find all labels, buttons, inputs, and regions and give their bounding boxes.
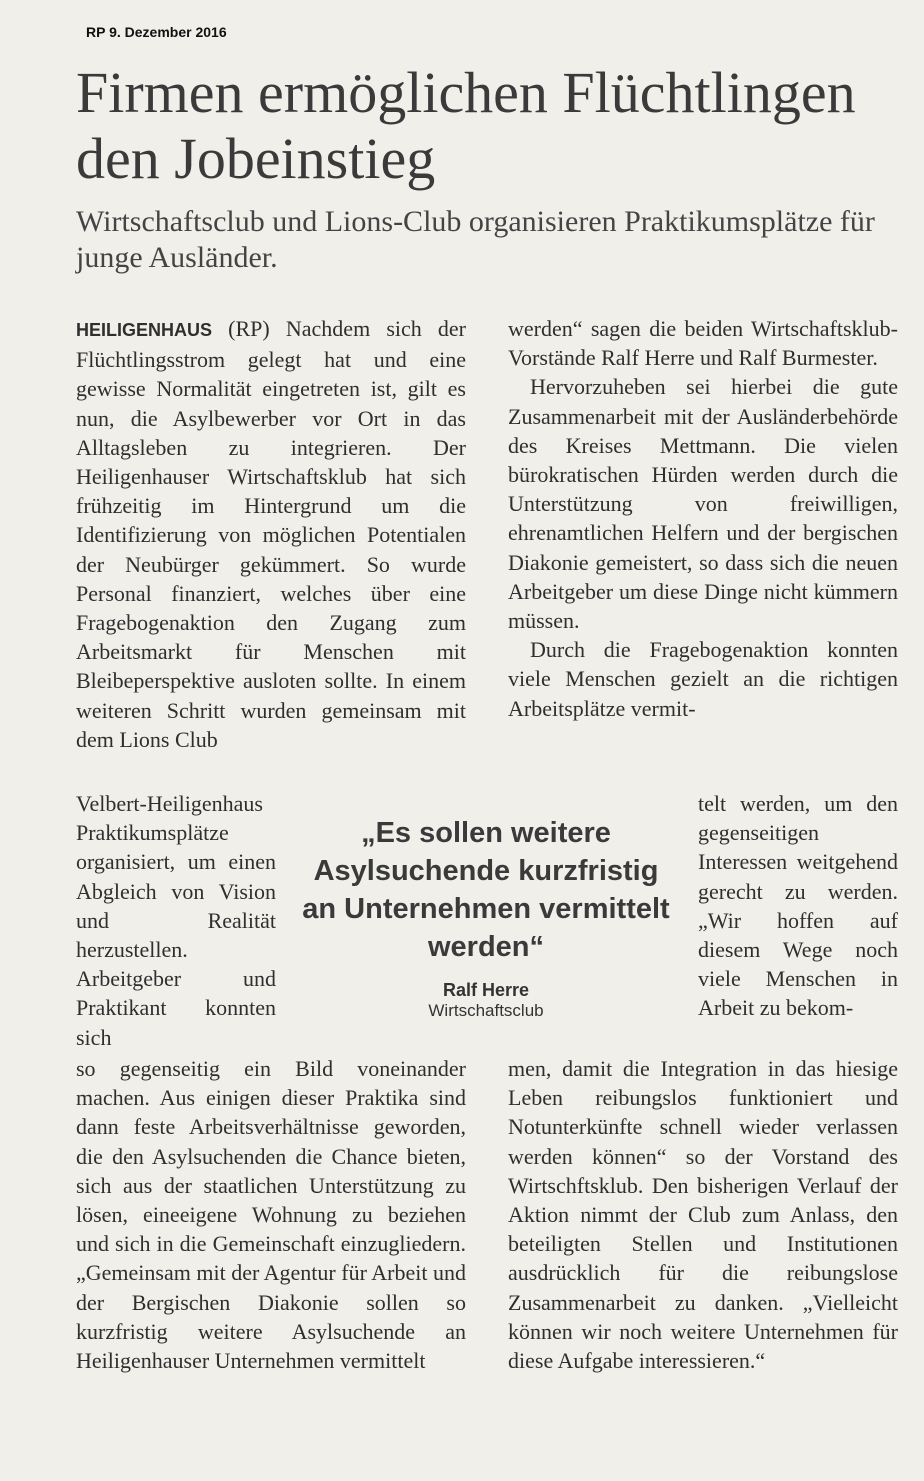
article-text-1: Nachdem sich der Flüchtlingsstrom gelegt hat und eine gewisse Normalität eingetreten ist, gilt es nun, die Asylbewerber vor Ort in das Alltagsleben zu integrieren. Der Heiligenhauser Wirtschaftsklub hat sich frühzeitig im Hintergrund um die Identifizierung von möglichen Potentialen der Neubürger gekümmert. So wurde Personal finanziert, welches über eine Fragebogenaktion den Zugang zum Arbeitsmarkt für Menschen mit Bleibeperspektive ausloten sollte. In einem weiteren Schritt wurden gemeinsam mit dem Lions Club — [76, 316, 467, 752]
article-text-5: Hervorzuheben sei hierbei die gute Zusammenarbeit mit der Ausländerbehörde des Kreises Mettmann. Die vielen bürokratischen Hürden werden durch die Unterstützung von freiwilligen, ehrenamtlichen Helfern und der bergischen Diakonie gemeistert, so dass sich die neuen Arbeitgeber um diese Dinge nicht kümmern müssen. — [508, 374, 898, 634]
article-column-2-bottom — [508, 1054, 898, 1375]
dateline: RP 9. Dezember 2016 — [86, 24, 227, 40]
article-column-1-bottom — [76, 1054, 466, 1375]
article-agency: (RP) — [228, 316, 270, 341]
article-column-2-top — [508, 314, 898, 723]
pull-quote — [296, 814, 676, 1021]
pull-quote-text: „Es sollen weitere Asylsuchende kurzfristig an Unternehmen vermittelt werden“ — [302, 817, 670, 963]
article-text-2: Velbert-Heiligenhaus Praktikumsplätze organisiert, um einen Abgleich von Vision und Realität herzustellen. Arbeitgeber und Praktikant konnten sich — [76, 791, 276, 1050]
pull-quote-role: Wirtschaftsclub — [428, 1001, 544, 1020]
article-text-4: werden“ sagen die beiden Wirtschaftsklub-Vorstände Ralf Herre und Ralf Burmester. — [508, 316, 898, 371]
pull-quote-author: Ralf Herre — [442, 980, 530, 1000]
article-column-2-middle — [698, 789, 898, 1023]
subheadline: Wirtschaftsclub und Lions-Club organisieren Praktikumsplätze für junge Ausländer. — [76, 205, 875, 274]
article-text-7: telt werden, um den gegenseitigen Interessen weitgehend gerecht zu werden. „Wir hoffen auf diesem Wege noch viele Menschen in Arbeit zu bekom- — [698, 791, 898, 1021]
article-text-3: so gegenseitig ein Bild voneinander machen. Aus einigen dieser Praktika sind dann feste Arbeitsverhältnisse geworden, die den Asylsuchenden die Chance bieten, sich aus der staatlichen Unterstützung zu lösen, eineeigene Wohnung zu beziehen und sich in die Gemeinschaft einzugliedern. „Gemeinsam mit der Agentur für Arbeit und der Bergischen Diakonie sollen so kurzfristig weitere Asylsuchende an Heiligenhauser Unternehmen vermittelt — [76, 1056, 466, 1374]
article-place: HEILIGENHAUS — [76, 320, 213, 340]
article-text-6: Durch die Fragebogenaktion konnten viele Menschen gezielt an die richtigen Arbeitsplätze vermit- — [508, 637, 898, 721]
article-text-8: men, damit die Integration in das hiesige Leben reibungslos funktioniert und Notunterkünfte schnell wieder verlassen werden können“ so der Vorstand des Wirtschftsklub. Den bisherigen Verlauf der Aktion nimmt der Club zum Anlass, den beteiligten Stellen und Institutionen ausdrücklich für die reibungslose Zusammenarbeit zu danken. „Vielleicht können wir noch weitere Unternehmen für diese Aufgabe interessieren.“ — [508, 1056, 898, 1374]
article-column-1-middle — [76, 789, 276, 1052]
article-column-1-top — [76, 314, 466, 754]
headline: Firmen ermöglichen Flüchtlingen den Jobeinstieg — [76, 60, 856, 191]
